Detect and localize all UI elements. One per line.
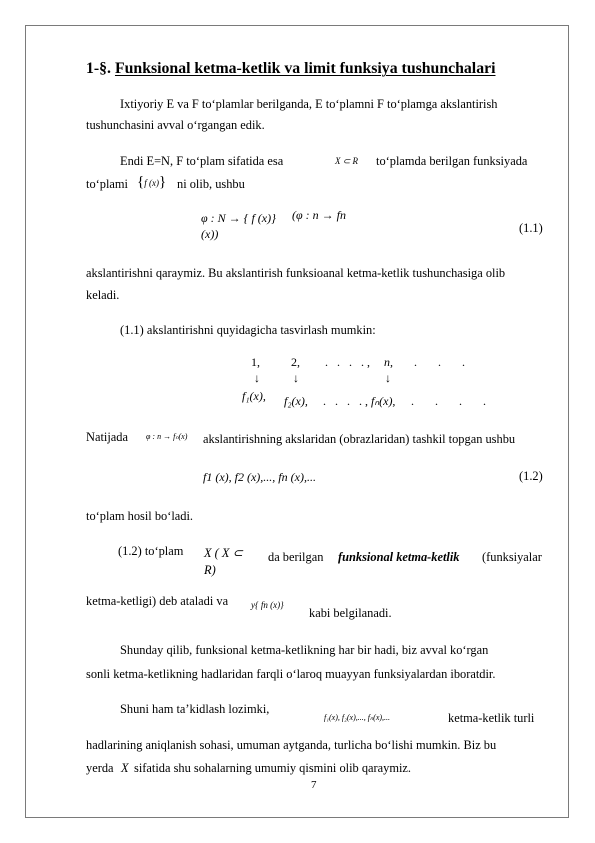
eq11-label: (1.1) <box>519 221 543 235</box>
p2-part2: to‘plamda berilgan funksiyada <box>376 154 528 168</box>
scheme-arrow-n: ↓ <box>385 371 391 385</box>
section-title: Funksional ketma-ketlik va limit funksiya tushunchalari <box>114 60 496 77</box>
p9-pre: Shuni ham ta’kidlash lozimki, <box>120 702 270 716</box>
eq12-seq: f1 (x), f2 (x),..., fn (x),... <box>203 470 316 484</box>
p1-line2: tushunchasini avval o‘rgangan edik. <box>86 118 265 132</box>
scheme-bottom-1: f₁(x), <box>242 389 266 403</box>
page-frame <box>25 25 569 818</box>
eq11-map-tail: (x)) <box>201 227 219 241</box>
p5-math: φ : n → fₙ(x) <box>146 432 188 441</box>
p2-line2-pre: to‘plami <box>86 177 128 191</box>
scheme-bottom-dots: . . . ., <box>323 394 371 408</box>
scheme-arrow-1: ↓ <box>254 371 260 385</box>
p5-pre: Natijada <box>86 430 128 444</box>
p7-line2-pre: ketma-ketligi) deb ataladi va <box>86 594 229 608</box>
p9-line2: hadlarining aniqlanish sohasi, umuman aytganda, turlicha bo‘lishi mumkin. Biz bu <box>86 738 497 752</box>
p2-fx: {f (x)} <box>137 174 167 190</box>
section-number: 1-§. <box>86 60 112 77</box>
page-number: 7 <box>311 779 317 791</box>
p2-part1: Endi E=N, F to‘plam sifatida esa <box>120 154 284 168</box>
p8-line2: sonli ketma-ketlikning hadlaridan farqli o‘laroq muayyan funksiyalardan iboratdir. <box>86 667 496 681</box>
p3-line1: akslantirishni qaraymiz. Bu akslantirish funksioanal ketma-ketlik tushunchasiga olib <box>86 266 506 280</box>
eq12-label: (1.2) <box>519 469 543 483</box>
p7-post-a: da berilgan <box>268 550 324 564</box>
scheme-bottom-tail: . . . . <box>411 394 495 408</box>
scheme-top-2: 2, <box>291 355 300 369</box>
p7-post-b: (funksiyalar <box>482 550 542 564</box>
scheme-bottom-n: fₙ(x), <box>371 394 396 408</box>
p5-post: akslantirishning akslaridan (obrazlaridan) tashkil topgan ushbu <box>203 432 516 446</box>
p2-math-set: X ⊂ R <box>335 156 359 166</box>
p9-line3-math: X <box>121 761 129 775</box>
p3-line2: keladi. <box>86 288 120 302</box>
eq11-map-left: φ : N → { f (x)} <box>201 211 276 225</box>
p7-line2-math: y{ fn (x)} <box>251 600 284 610</box>
p4-line1: (1.1) akslantirishni quyidagicha tasvirlash mumkin: <box>120 323 376 337</box>
scheme-arrow-2: ↓ <box>293 371 299 385</box>
p7-term: funksional ketma-ketlik <box>338 550 460 564</box>
p7-pre: (1.2) to‘plam <box>118 544 184 558</box>
p7-math1: X ( X ⊂ <box>204 546 243 560</box>
p7-line2-post: kabi belgilanadi. <box>309 606 392 620</box>
p2-line2-post: ni olib, ushbu <box>177 177 245 191</box>
scheme-top-dots: . . . ., <box>325 355 373 369</box>
scheme-top-tail: . . . <box>414 355 474 369</box>
p9-line3-pre: yerda <box>86 761 114 775</box>
section-heading <box>86 60 496 78</box>
scheme-bottom-2: f₂(x), <box>284 394 308 408</box>
p9-line3-post: sifatida shu sohalarning umumiy qismini olib qaraymiz. <box>134 761 412 775</box>
p8-line1: Shunday qilib, funksional ketma-ketlikning har bir hadi, biz avval ko‘rgan <box>120 643 489 657</box>
p7-math2: R) <box>204 563 216 577</box>
p9-post: ketma-ketlik turli <box>448 711 535 725</box>
eq11-map-right: (φ : n → fn <box>292 208 346 222</box>
scheme-top-n: n, <box>384 355 393 369</box>
p6-line1: to‘plam hosil bo‘ladi. <box>86 509 194 523</box>
scheme-top-1: 1, <box>251 355 260 369</box>
p1-line1: Ixtiyoriy E va F to‘plamlar berilganda, E to‘plamni F to‘plamga akslantirish <box>120 97 498 111</box>
p9-math: f₁(x), f₂(x),..., fₙ(x),... <box>324 713 391 722</box>
